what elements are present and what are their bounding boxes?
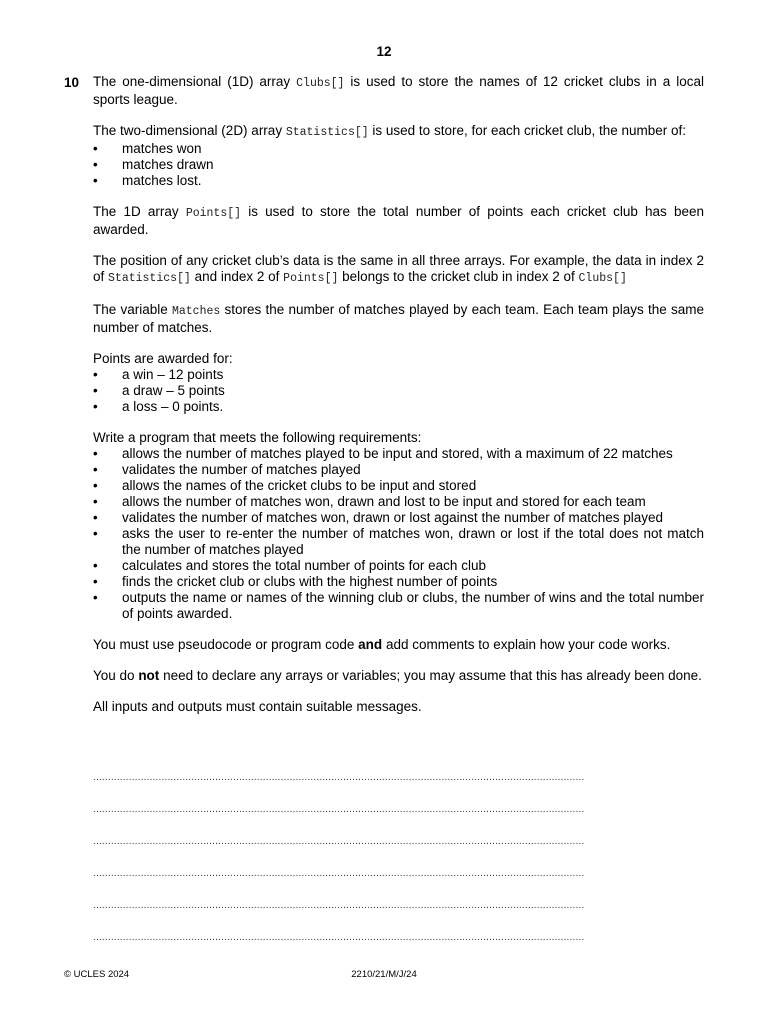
code-matches: Matches bbox=[171, 305, 221, 318]
text: is used to store the total number of points each cricket club has been awarded. bbox=[93, 204, 704, 237]
list-item bbox=[93, 494, 704, 510]
paragraph-requirements-intro: Write a program that meets the following requirements: bbox=[93, 430, 422, 445]
emphasis-and: and bbox=[358, 637, 383, 652]
dotted-line: ..................................................................................................................................................................... bbox=[93, 900, 585, 911]
list-item-text: finds the cricket club or clubs with the highest number of points bbox=[122, 574, 498, 589]
text: belongs to the cricket club in index 2 of bbox=[338, 269, 579, 284]
list-item bbox=[93, 478, 704, 494]
paragraph-points bbox=[93, 204, 704, 238]
list-item bbox=[93, 446, 704, 462]
text: add comments to explain how your code works. bbox=[382, 637, 671, 652]
list-item-text: matches drawn bbox=[122, 157, 214, 172]
list-item bbox=[93, 526, 704, 558]
code-points: Points[] bbox=[185, 207, 242, 220]
text: need to declare any arrays or variables; you may assume that this has already been done. bbox=[159, 668, 702, 683]
list-item-text: validates the number of matches played bbox=[122, 462, 361, 477]
dotted-line: ..................................................................................................................................................................... bbox=[93, 804, 585, 815]
paragraph-pseudocode bbox=[93, 637, 704, 653]
text: is used to store the names of 12 cricket clubs in a local sports league. bbox=[93, 74, 704, 107]
paragraph-declare bbox=[93, 668, 704, 684]
text: The one-dimensional (1D) array bbox=[93, 74, 297, 89]
bullet: • bbox=[93, 510, 98, 525]
paragraph-points-awarded: Points are awarded for: bbox=[93, 351, 233, 366]
bullet: • bbox=[93, 558, 98, 573]
code-statistics: Statistics[] bbox=[285, 126, 369, 139]
bullet: • bbox=[93, 494, 98, 509]
page-number: 12 bbox=[376, 44, 392, 59]
stats-list bbox=[93, 141, 704, 189]
list-item bbox=[93, 157, 704, 173]
list-item-text: matches won bbox=[122, 141, 202, 156]
bullet: • bbox=[93, 157, 98, 172]
list-item-text: calculates and stores the total number of points for each club bbox=[122, 558, 486, 573]
paragraph-statistics bbox=[93, 123, 704, 141]
paragraph-positions bbox=[93, 253, 704, 287]
list-item-text: a loss – 0 points. bbox=[122, 399, 224, 414]
bullet: • bbox=[93, 478, 98, 493]
dotted-line: ..................................................................................................................................................................... bbox=[93, 836, 585, 847]
list-item bbox=[93, 574, 704, 590]
answer-line[interactable] bbox=[93, 802, 704, 834]
text: The position of any cricket club’s data is the same in all three arrays. For example, the data in index 2 of bbox=[93, 253, 704, 284]
question-number: 10 bbox=[64, 75, 80, 90]
list-item bbox=[93, 367, 704, 383]
bullet: • bbox=[93, 383, 98, 398]
answer-line[interactable] bbox=[93, 898, 704, 930]
paragraph-clubs bbox=[93, 74, 704, 108]
answer-line[interactable] bbox=[93, 770, 704, 802]
list-item-text: allows the number of matches played to be input and stored, with a maximum of 22 matches bbox=[122, 446, 673, 461]
list-item bbox=[93, 558, 704, 574]
text: is used to store, for each cricket club, the number of: bbox=[368, 123, 687, 138]
list-item bbox=[93, 383, 704, 399]
paragraph-matches bbox=[93, 302, 704, 336]
code-clubs: Clubs[] bbox=[578, 272, 627, 285]
text: The variable bbox=[93, 302, 172, 317]
bullet: • bbox=[93, 446, 98, 461]
bullet: • bbox=[93, 462, 98, 477]
answer-line[interactable] bbox=[93, 930, 704, 962]
list-item bbox=[93, 141, 704, 157]
list-item bbox=[93, 462, 704, 478]
text: You do bbox=[93, 668, 139, 683]
bullet: • bbox=[93, 590, 98, 605]
bullet: • bbox=[93, 173, 98, 188]
bullet: • bbox=[93, 367, 98, 382]
list-item bbox=[93, 399, 704, 415]
list-item-text: allows the number of matches won, drawn and lost to be input and stored for each team bbox=[122, 494, 646, 509]
bullet: • bbox=[93, 141, 98, 156]
answer-line[interactable] bbox=[93, 866, 704, 898]
text: The 1D array bbox=[93, 204, 186, 219]
requirements-list bbox=[93, 446, 704, 622]
list-item-text: matches lost. bbox=[122, 173, 202, 188]
text: stores the number of matches played by each team. Each team plays the same number of matches. bbox=[93, 302, 704, 335]
list-item-text: a win – 12 points bbox=[122, 367, 224, 382]
dotted-line: ..................................................................................................................................................................... bbox=[93, 932, 585, 943]
bullet: • bbox=[93, 399, 98, 414]
emphasis-not: not bbox=[138, 668, 160, 683]
footer-paper-code: 2210/21/M/J/24 bbox=[351, 969, 417, 980]
text: You must use pseudocode or program code bbox=[93, 637, 359, 652]
list-item-text: validates the number of matches won, drawn or lost against the number of matches played bbox=[122, 510, 664, 525]
paragraph-messages: All inputs and outputs must contain suitable messages. bbox=[93, 699, 422, 714]
list-item-text: a draw – 5 points bbox=[122, 383, 225, 398]
question-body bbox=[93, 74, 704, 730]
list-item-text: asks the user to re-enter the number of matches won, drawn or lost if the total does not match the number of matches played bbox=[122, 526, 704, 557]
bullet: • bbox=[93, 574, 98, 589]
answer-area[interactable] bbox=[93, 770, 704, 962]
list-item bbox=[93, 590, 704, 622]
points-list bbox=[93, 367, 704, 415]
code-statistics: Statistics[] bbox=[108, 272, 191, 285]
dotted-line: ..................................................................................................................................................................... bbox=[93, 772, 585, 783]
list-item-text: outputs the name or names of the winning club or clubs, the number of wins and the total number of points awarded. bbox=[122, 590, 704, 621]
code-clubs: Clubs[] bbox=[296, 77, 345, 90]
text: The two-dimensional (2D) array bbox=[93, 123, 286, 138]
answer-line[interactable] bbox=[93, 834, 704, 866]
bullet: • bbox=[93, 526, 98, 541]
list-item-text: allows the names of the cricket clubs to be input and stored bbox=[122, 478, 477, 493]
dotted-line: ..................................................................................................................................................................... bbox=[93, 868, 585, 879]
code-points: Points[] bbox=[283, 272, 339, 285]
list-item bbox=[93, 173, 704, 189]
list-item bbox=[93, 510, 704, 526]
footer-copyright: © UCLES 2024 bbox=[64, 969, 130, 980]
text: and index 2 of bbox=[190, 269, 284, 284]
